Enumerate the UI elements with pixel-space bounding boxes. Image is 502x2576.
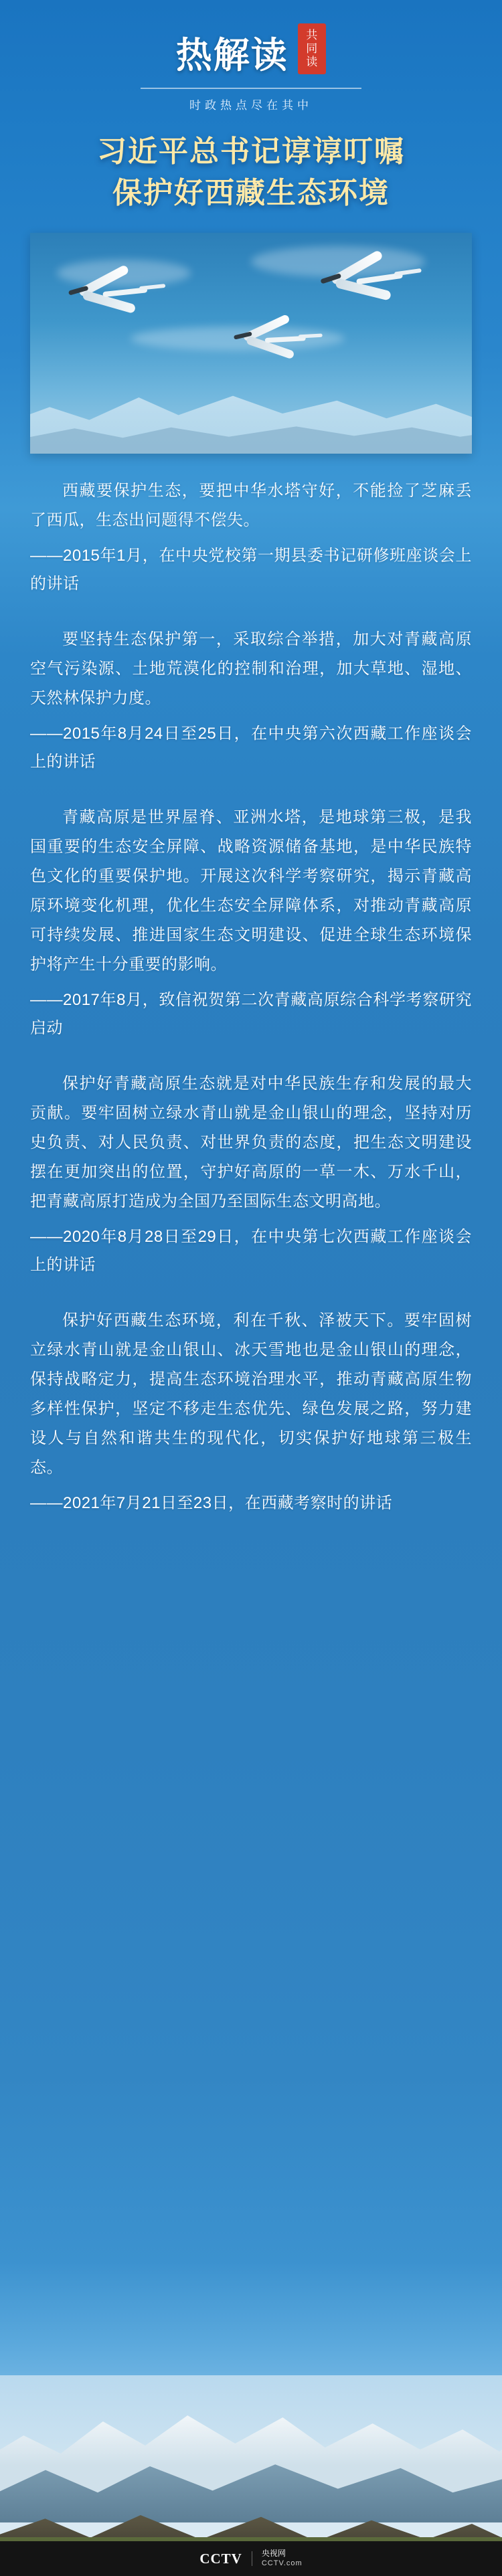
cctv-logo: CCTV [199,2550,242,2567]
page-title [0,131,502,214]
hero-photo [30,233,472,454]
crane-bird-icon [228,316,335,363]
brand-logo-text: 热解读 [175,35,288,76]
brand-logo-row [176,27,326,78]
quote-source: ——2017年8月，致信祝贺第二次青藏高原综合科学考察研究启动 [30,991,472,1037]
brand-subtitle: 时政热点尽在其中 [189,99,313,112]
quote-source: ——2021年7月21日至23日，在西藏考察时的讲话 [30,1494,393,1512]
page-title-line-2: 保护好西藏生态环境 [112,177,390,209]
brand-stamp: 共同读 [298,23,326,74]
quote-source: ——2020年8月28日至29日，在中央第七次西藏工作座谈会上的讲话 [30,1228,472,1274]
quote-text: 保护好西藏生态环境，利在千秋、泽被天下。要牢固树立绿水青山就是金山银山、冰天雪地也是金山银山的理念，保持战略定力，提高生态环境治理水平，推动青藏高原生物多样性保护，坚定不移走生态优先、绿色发展之路，努力建设人与自然和谐共生的现代化，切实保护好地球第三极生态。 [30,1311,472,1477]
quote-text: 青藏高原是世界屋脊、亚洲水塔，是地球第三极，是我国重要的生态安全屏障、战略资源储备基地，是中华民族特色文化的重要保护地。开展这次科学考察研究，揭示青藏高原环境变化机理，优化生态安全屏障体系，对推动青藏高原可持续发展、推进国家生态文明建设、促进全球生态环境保护将产生十分重要的影响。 [30,808,472,974]
cctv-brand-cn [262,2549,303,2569]
brand-header [0,0,502,127]
cctv-brand-cn-text: 央视网 [261,2549,286,2558]
cctv-footer-bar [0,2541,502,2576]
quote-source: ——2015年8月24日至25日，在中央第六次西藏工作座谈会上的讲话 [30,725,472,771]
page-title-line-1: 习近平总书记谆谆叮嘱 [97,135,405,168]
quote-text: 要坚持生态保护第一，采取综合举措，加大对青藏高原空气污染源、土地荒漠化的控制和治理，加大草地、湿地、天然林保护力度。 [30,630,472,707]
brand-divider [141,88,361,89]
quote-list [30,476,472,1517]
cctv-brand-en-text: CCTV.com [261,2559,303,2567]
quote-source: ——2015年1月，在中央党校第一期县委书记研修班座谈会上的讲话 [30,547,472,593]
quote-text: 西藏要保护生态，要把中华水塔守好，不能捡了芝麻丢了西瓜，生态出问题得不偿失。 [30,482,472,529]
quote-text: 保护好青藏高原生态就是对中华民族生存和发展的最大贡献。要牢固树立绿水青山就是金山银山的理念，坚持对历史负责、对人民负责、对世界负责的态度，把生态文明建设摆在更加突出的位置，守护好高原的一草一木、万水千山，把青藏高原打造成为全国乃至国际生态文明高地。 [30,1075,472,1210]
